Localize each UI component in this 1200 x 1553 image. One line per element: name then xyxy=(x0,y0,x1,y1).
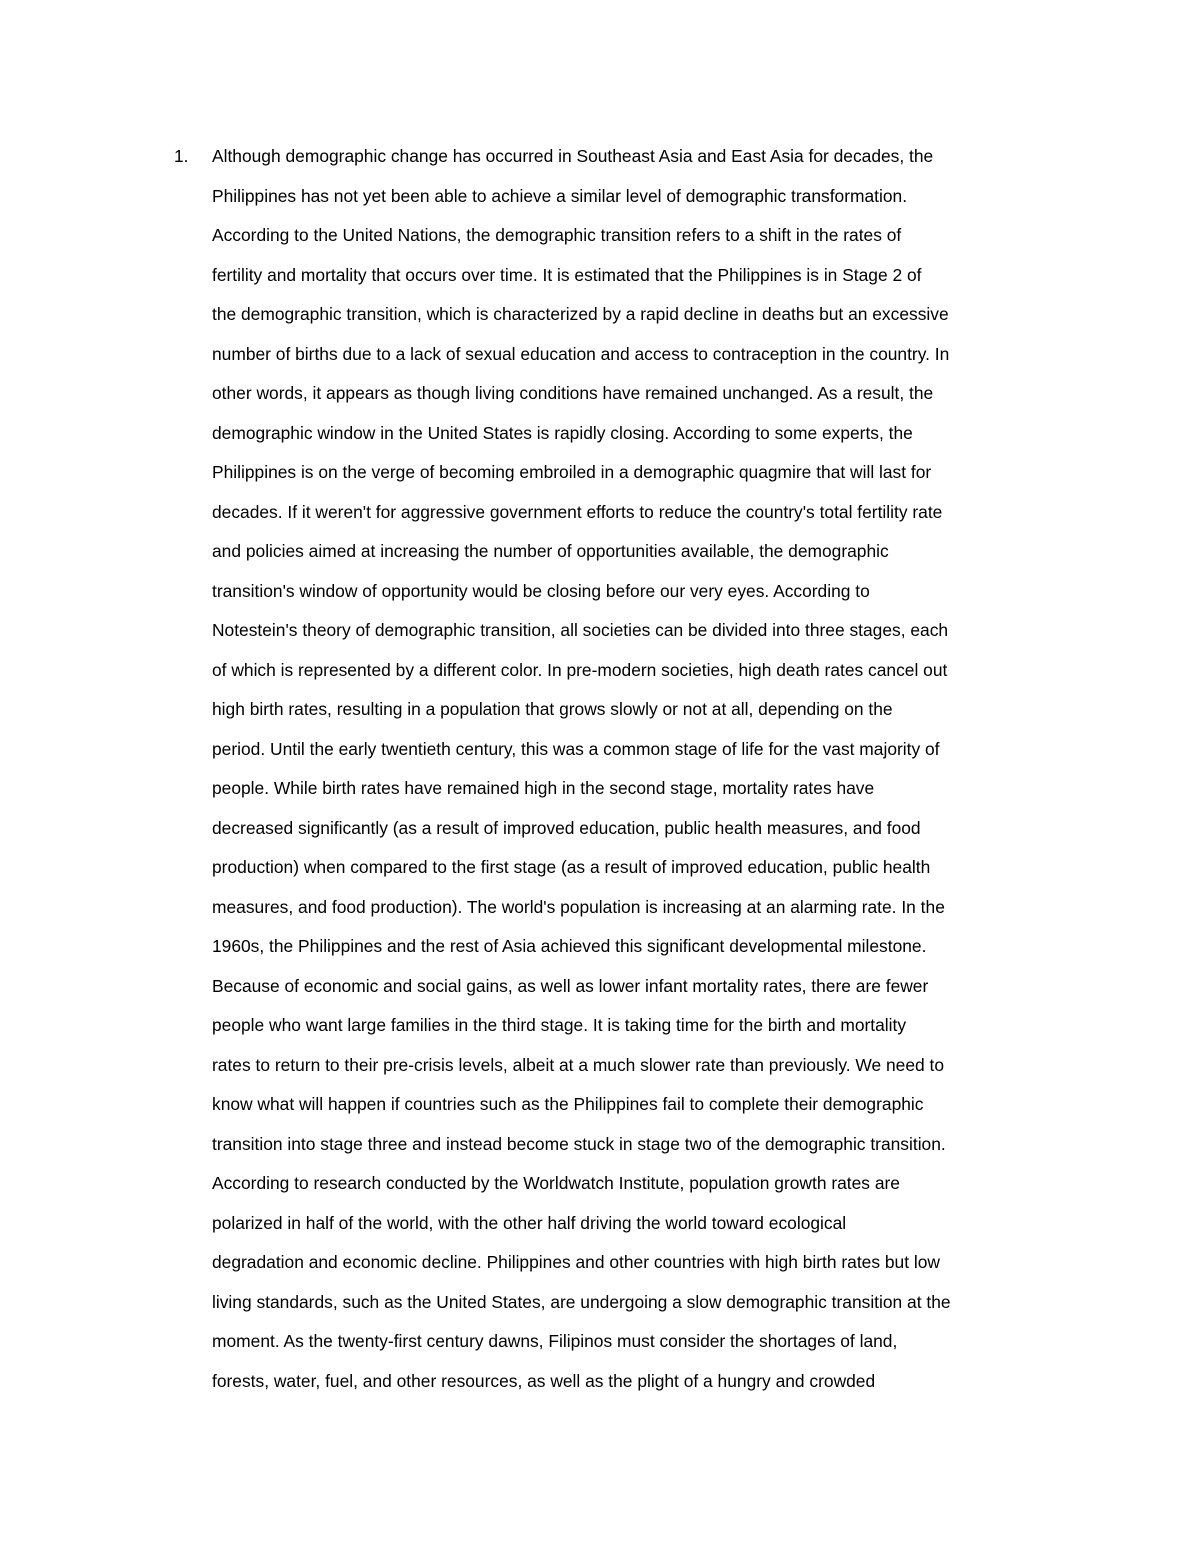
paragraph-line: transition into stage three and instead become stuck in stage two of the demographic transition. xyxy=(212,1133,946,1154)
paragraph-line: polarized in half of the world, with the other half driving the world toward ecological xyxy=(212,1212,847,1233)
paragraph-line: degradation and economic decline. Philippines and other countries with high birth rates but low xyxy=(212,1252,940,1272)
paragraph-line: know what will happen if countries such as the Philippines fail to complete their demographic xyxy=(212,1094,924,1114)
paragraph-line: Although demographic change has occurred in Southeast Asia and East Asia for decades, the xyxy=(212,146,934,166)
paragraph-line: period. Until the early twentieth century, this was a common stage of life for the vast majority of xyxy=(212,738,940,759)
paragraph-line: Because of economic and social gains, as well as lower infant mortality rates, there are fewer xyxy=(212,975,929,996)
paragraph-line: moment. As the twenty-first century dawns, Filipinos must consider the shortages of land, xyxy=(212,1331,898,1351)
paragraph-line: rates to return to their pre-crisis levels, albeit at a much slower rate than previously. We need to xyxy=(212,1054,945,1075)
paragraph-line: decades. If it weren't for aggressive government efforts to reduce the country's total fertility rate xyxy=(212,501,943,522)
list-item-number: 1. xyxy=(174,146,189,166)
paragraph-line: Philippines has not yet been able to achieve a similar level of demographic transformation. xyxy=(212,185,908,206)
paragraph-line: production) when compared to the first stage (as a result of improved education, public health xyxy=(212,857,931,877)
paragraph-line: decreased significantly (as a result of improved education, public health measures, and food xyxy=(212,817,921,838)
paragraph-line: forests, water, fuel, and other resources, as well as the plight of a hungry and crowded xyxy=(212,1370,876,1391)
paragraph-line: and policies aimed at increasing the number of opportunities available, the demographic xyxy=(212,541,889,561)
paragraph-line: of which is represented by a different color. In pre-modern societies, high death rates cancel out xyxy=(212,659,948,680)
paragraph-line: Philippines is on the verge of becoming embroiled in a demographic quagmire that will last for xyxy=(212,462,932,482)
paragraph-line: people who want large families in the third stage. It is taking time for the birth and mortality xyxy=(212,1015,907,1035)
paragraph-line: the demographic transition, which is characterized by a rapid decline in deaths but an excessive xyxy=(212,304,949,324)
paragraph-line: measures, and food production). The world's population is increasing at an alarming rate. In the xyxy=(212,896,945,917)
paragraph-line: According to research conducted by the Worldwatch Institute, population growth rates are xyxy=(212,1173,900,1193)
paragraph-line: high birth rates, resulting in a population that grows slowly or not at all, depending on the xyxy=(212,699,893,719)
paragraph-line: According to the United Nations, the demographic transition refers to a shift in the rates of xyxy=(212,225,902,245)
paragraph-line: living standards, such as the United States, are undergoing a slow demographic transition at the xyxy=(212,1291,951,1312)
paragraph-line: other words, it appears as though living conditions have remained unchanged. As a result, the xyxy=(212,383,934,403)
paragraph-line: people. While birth rates have remained high in the second stage, mortality rates have xyxy=(212,778,875,798)
paragraph-line: number of births due to a lack of sexual education and access to contraception in the country. In xyxy=(212,343,950,364)
paragraph-line: fertility and mortality that occurs over time. It is estimated that the Philippines is in Stage 2 of xyxy=(212,264,922,285)
paragraph-line: demographic window in the United States is rapidly closing. According to some experts, the xyxy=(212,422,913,443)
paragraph-line: 1960s, the Philippines and the rest of Asia achieved this significant developmental milestone. xyxy=(212,936,927,956)
paragraph-line: transition's window of opportunity would be closing before our very eyes. According to xyxy=(212,580,870,601)
paragraph-line: Notestein's theory of demographic transition, all societies can be divided into three stages, each xyxy=(212,620,949,640)
